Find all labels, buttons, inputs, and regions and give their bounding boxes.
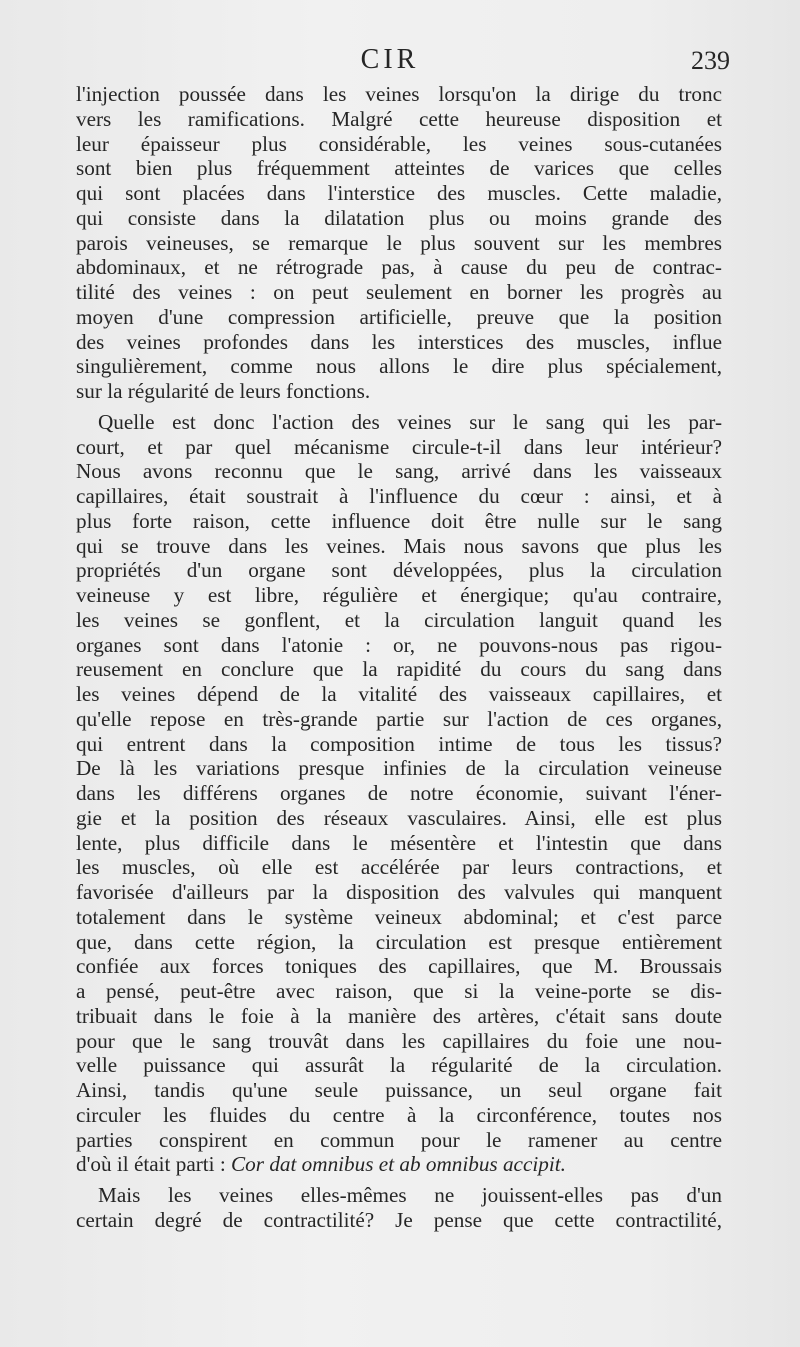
text-line: abdominaux, et ne rétrograde pas, à cause du peu de contrac- — [76, 255, 722, 280]
text-line: veineuse y est libre, régulière et énergique; qu'au contraire, — [76, 583, 722, 607]
text-line: propriétés d'un organe sont développées, plus la circulation — [76, 558, 722, 583]
body-text — [76, 82, 722, 1233]
text-line: lente, plus difficile dans le mésentère et l'intestin que dans — [76, 830, 722, 855]
running-head: CIR — [360, 44, 420, 75]
text-line: gie et la position des réseaux vasculaires. Ainsi, elle est plus — [76, 805, 722, 830]
text-line: organes sont dans l'atonie : or, ne pouvons-nous pas rigou- — [76, 632, 722, 657]
text-line: singulièrement, comme nous allons le dire plus spécialement, — [76, 354, 722, 379]
paragraph — [76, 410, 722, 1177]
text-line: De là les variations presque infinies de la circulation veineuse — [76, 756, 722, 781]
text-line: velle puissance qui assurât la régularité de la circulation. — [76, 1053, 722, 1078]
text-line: confiée aux forces toniques des capillaires, que M. Broussais — [76, 954, 722, 979]
quote-lead: d'où il était parti : — [76, 1152, 232, 1177]
text-line: tribuait dans le foie à la manière des artères, c'était sans doute — [76, 1003, 722, 1028]
text-line: sur la régularité de leurs fonctions. — [76, 379, 371, 403]
text-line: qui entrent dans la composition intime de tous les tissus? — [76, 731, 722, 756]
text-line: qu'elle repose en très-grande partie sur l'action de ces organes, — [76, 706, 722, 731]
latin-quotation: Cor dat omnibus et ab omnibus accipit. — [231, 1152, 566, 1177]
text-line: moyen d'une compression artificielle, preuve que la position — [76, 304, 722, 329]
paragraph — [76, 82, 722, 404]
text-line: capillaires, était soustrait à l'influence du cœur : ainsi, et à — [76, 484, 722, 508]
text-line: que, dans cette région, la circulation est presque entièrement — [76, 929, 722, 954]
text-line: Quelle est donc l'action des veines sur le sang qui les par- — [98, 409, 722, 434]
text-line: tilité des veines : on peut seulement en borner les progrès au — [76, 280, 722, 304]
page-number: 239 — [691, 46, 730, 75]
text-line: les veines dépend de la vitalité des vaisseaux capillaires, et — [76, 682, 722, 706]
text-line: les muscles, où elle est accélérée par leurs contractions, et — [76, 855, 722, 880]
page-header — [0, 44, 800, 84]
text-line: a pensé, peut-être avec raison, que si la veine-porte se dis- — [76, 979, 722, 1003]
text-line: les veines se gonflent, et la circulation languit quand les — [76, 607, 722, 632]
text-line: qui consiste dans la dilatation plus ou moins grande des — [76, 205, 722, 230]
text-line: reusement en conclure que la rapidité du cours du sang dans — [76, 657, 722, 682]
text-line: qui sont placées dans l'interstice des muscles. Cette maladie, — [76, 181, 722, 205]
text-line: sont bien plus fréquemment atteintes de varices que celles — [76, 156, 722, 181]
paragraph — [76, 1183, 722, 1233]
text-line: Nous avons reconnu que le sang, arrivé dans les vaisseaux — [76, 459, 722, 484]
text-line: parois veineuses, se remarque le plus souvent sur les membres — [76, 230, 722, 255]
text-line: circuler les fluides du centre à la circonférence, toutes nos — [76, 1102, 722, 1127]
text-line: totalement dans le système veineux abdominal; et c'est parce — [76, 904, 722, 929]
text-line: vers les ramifications. Malgré cette heureuse disposition et — [76, 106, 722, 131]
text-line: favorisée d'ailleurs par la disposition des valvules qui manquent — [76, 880, 722, 904]
text-line-quote — [76, 1152, 722, 1177]
text-line: parties conspirent en commun pour le ramener au centre — [76, 1127, 722, 1152]
text-line: dans les différens organes de notre économie, suivant l'éner- — [76, 781, 722, 805]
text-line: certain degré de contractilité? Je pense que cette contractilité, — [76, 1207, 722, 1232]
text-line: leur épaisseur plus considérable, les veines sous-cutanées — [76, 131, 722, 156]
text-line: l'injection poussée dans les veines lorsqu'on la dirige du tronc — [76, 82, 722, 106]
text-line: Ainsi, tandis qu'une seule puissance, un seul organe fait — [76, 1078, 722, 1102]
text-line: qui se trouve dans les veines. Mais nous savons que plus les — [76, 533, 722, 558]
text-line: court, et par quel mécanisme circule-t-il dans leur intérieur? — [76, 434, 722, 459]
text-line: Mais les veines elles-mêmes ne jouissent-elles pas d'un — [98, 1183, 722, 1207]
text-line: plus forte raison, cette influence doit être nulle sur le sang — [76, 508, 722, 533]
text-line: pour que le sang trouvât dans les capillaires du foie une nou- — [76, 1028, 722, 1053]
text-line: des veines profondes dans les interstices des muscles, influe — [76, 329, 722, 354]
